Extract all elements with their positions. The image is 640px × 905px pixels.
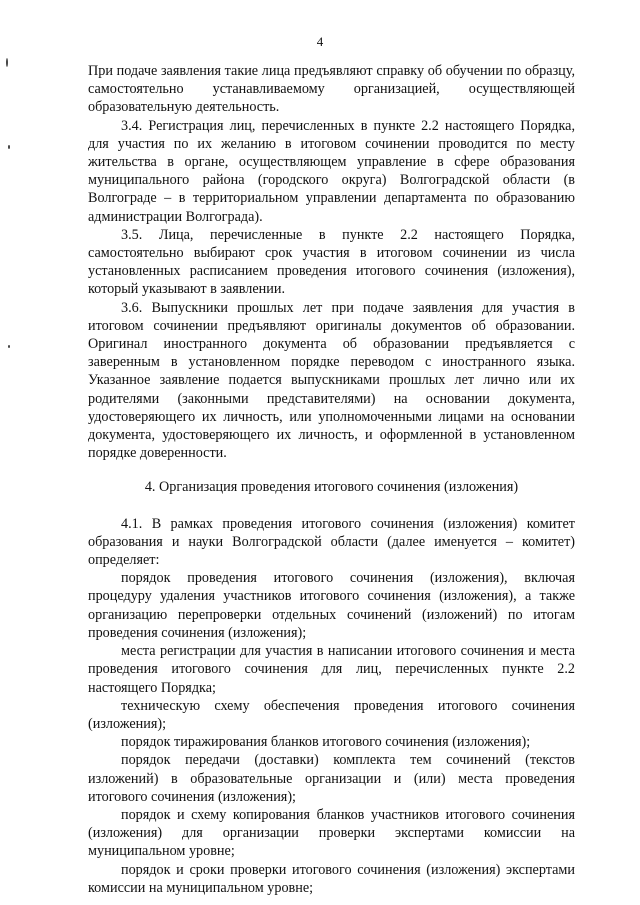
list-item: порядок и схему копирования бланков участников итогового сочинения (изложения) для организации проверки экспертами комиссии на муниципальном уровне; — [88, 806, 575, 860]
list-item: порядок тиражирования бланков итогового сочинения (изложения); — [121, 734, 531, 751]
paragraph: При подаче заявления такие лица предъявляют справку об обучении по образцу, самостоятельно устанавливаемому организацией, осуществляющей образовательную деятельность. — [88, 63, 575, 116]
scan-speck — [8, 345, 10, 348]
list-item: места регистрации для участия в написании итогового сочинения и места проведения итогового сочинения для лиц, перечисленных пункте 2.2 настоящего Порядка; — [88, 643, 575, 696]
list-item: порядок проведения итогового сочинения (изложения), включая процедуру удаления участников итогового сочинения (изложения), а также организацию перепроверки отдельных сочинений (изложений) по итогам проведения сочинения (изложения); — [88, 570, 575, 641]
page-number: 4 — [316, 34, 324, 49]
list-item: техническую схему обеспечения проведения итогового сочинения (изложения); — [88, 697, 575, 732]
section-heading: 4. Организация проведения итогового сочинения (изложения) — [144, 479, 519, 496]
scan-speck — [8, 145, 10, 149]
scan-speck — [6, 58, 8, 67]
section-intro: 4.1. В рамках проведения итогового сочинения (изложения) комитет образования и науки Волгоградской области (далее именуется – комитет) определяет: — [88, 515, 575, 569]
list-item: порядок передачи (доставки) комплекта тем сочинений (текстов изложений) в образовательные организации и (или) места проведения итогового сочинения (изложения); — [88, 752, 575, 805]
document-body — [88, 62, 575, 897]
paragraph: 3.5. Лица, перечисленные в пункте 2.2 настоящего Порядка, самостоятельно выбирают срок участия в итоговом сочинении из числа установленных расписанием проведения итогового сочинения (изложения), который указывают в заявлении. — [88, 226, 575, 298]
paragraph: 3.6. Выпускники прошлых лет при подаче заявления для участия в итоговом сочинении предъявляют оригиналы документов об образовании. Оригинал иностранного документа об образовании предъявляется с заверенным в установленном порядке переводом с иностранного языка. Указанное заявление подается выпускниками прошлых лет лично или их родителями (законными представителями) на основании документа, удостоверяющего их личность, или уполномоченными лицами на основании документа, удостоверяющего их личность, и оформленной в установленном порядке доверенности. — [88, 299, 575, 462]
list-item: порядок и сроки проверки итогового сочинения (изложения) экспертами комиссии на муниципальном уровне; — [88, 861, 575, 896]
paragraph: 3.4. Регистрация лиц, перечисленных в пункте 2.2 настоящего Порядка, для участия по их желанию в итоговом сочинении проводится по месту жительства в органе, осуществляющем управление в сфере образования муниципального района (городского округа) Волгоградской области (в Волгограде – в территориальном управлении департамента по образованию администрации Волгограда). — [88, 117, 575, 225]
